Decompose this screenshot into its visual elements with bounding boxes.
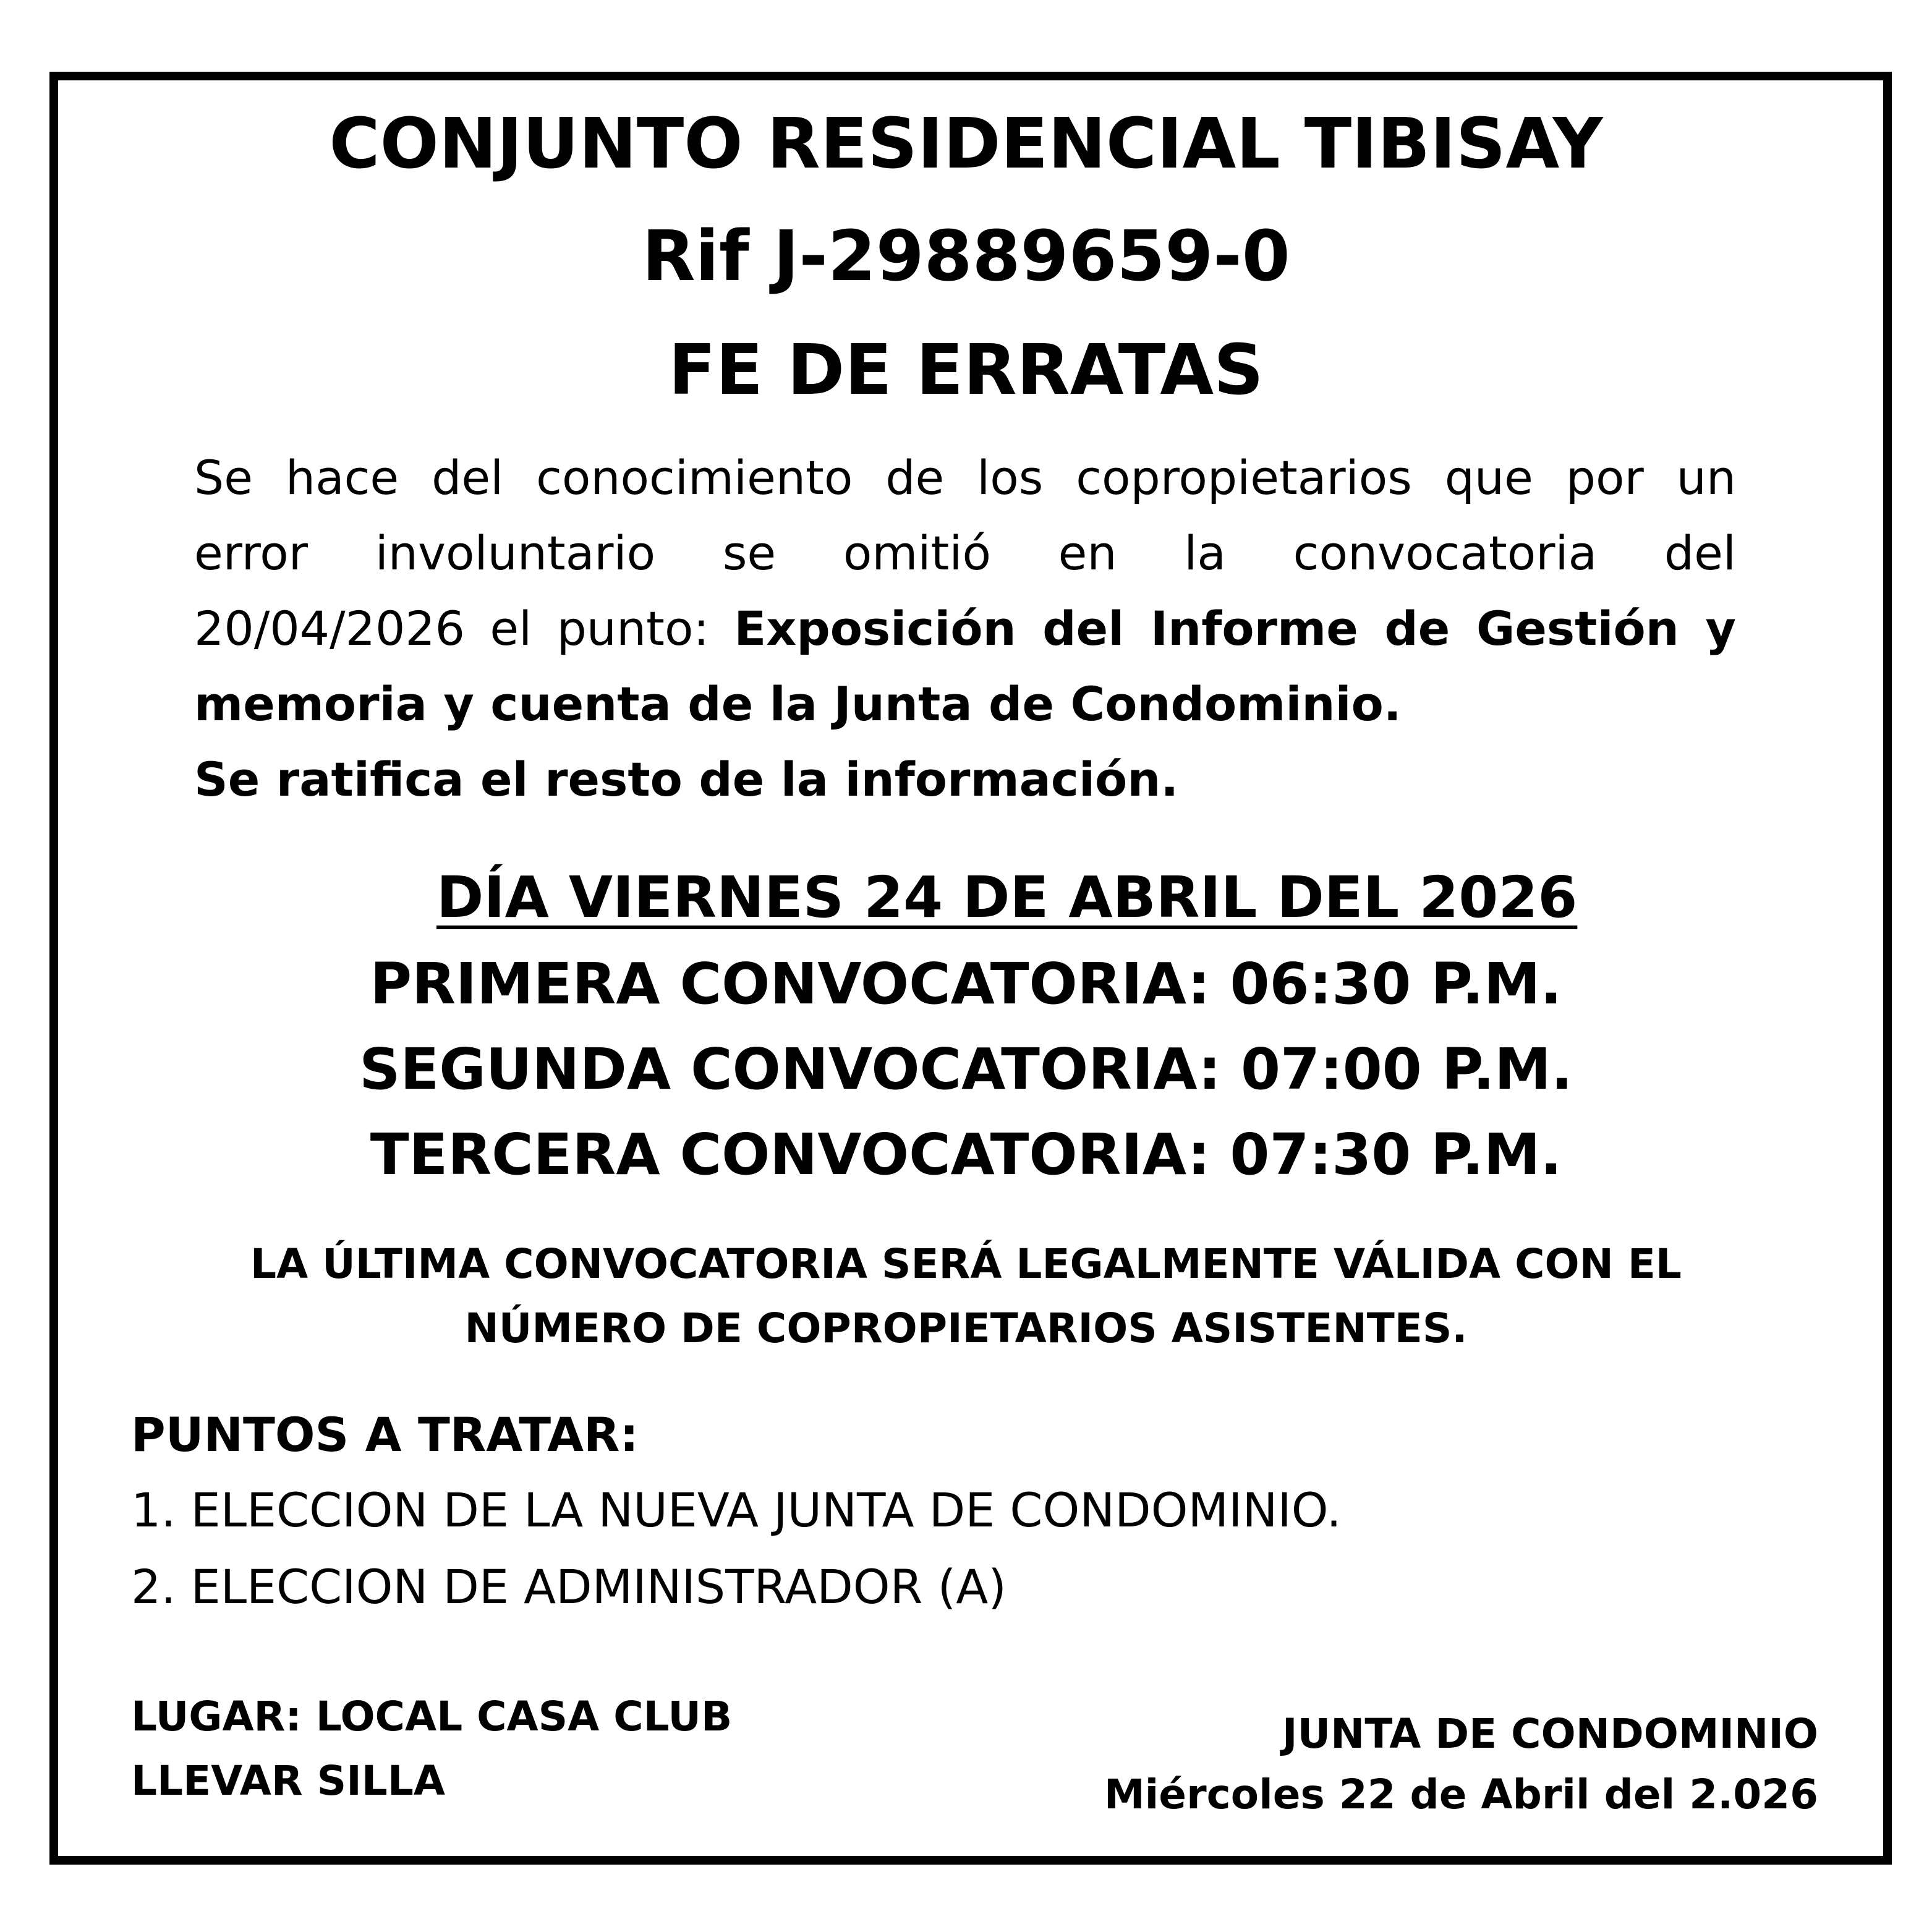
signature-date: Miércoles 22 de Abril del 2.026 xyxy=(1104,1771,1818,1818)
paragraph-text: 20/04/2026 el punto: xyxy=(194,601,734,656)
rif-number: Rif J-29889659-0 xyxy=(642,216,1290,297)
second-call: SEGUNDA CONVOCATORIA: 07:00 P.M. xyxy=(359,1036,1573,1102)
paragraph-line: error involuntario se omitió en la convocatoria del xyxy=(194,526,1736,581)
agenda-item: 2. ELECCION DE ADMINISTRADOR (A) xyxy=(131,1559,1006,1614)
meeting-date xyxy=(436,864,1577,930)
validity-notice-line: LA ÚLTIMA CONVOCATORIA SERÁ LEGALMENTE VÁLIDA CON EL xyxy=(250,1240,1682,1288)
meeting-date-text: DÍA VIERNES 24 DE ABRIL DEL 2026 xyxy=(436,864,1578,930)
page-title: CONJUNTO RESIDENCIAL TIBISAY xyxy=(329,104,1603,184)
paragraph-line: Se hace del conocimiento de los copropietarios que por un xyxy=(194,450,1736,505)
document-subtitle: FE DE ERRATAS xyxy=(668,330,1264,411)
validity-notice-line: NÚMERO DE COPROPIETARIOS ASISTENTES. xyxy=(464,1304,1468,1352)
agenda-heading: PUNTOS A TRATAR: xyxy=(131,1407,639,1462)
ratification-note: Se ratifica el resto de la información. xyxy=(194,752,1179,807)
meeting-place: LUGAR: LOCAL CASA CLUB xyxy=(131,1693,733,1740)
agenda-item: 1. ELECCION DE LA NUEVA JUNTA DE CONDOMINIO. xyxy=(131,1483,1342,1538)
erratum-paragraph xyxy=(194,440,1736,817)
paragraph-line xyxy=(194,591,1736,666)
bring-chair-note: LLEVAR SILLA xyxy=(131,1757,445,1805)
first-call: PRIMERA CONVOCATORIA: 06:30 P.M. xyxy=(370,951,1562,1017)
omitted-point-continued: memoria y cuenta de la Junta de Condominio. xyxy=(194,676,1402,731)
third-call: TERCERA CONVOCATORIA: 07:30 P.M. xyxy=(370,1121,1562,1188)
signature-board: JUNTA DE CONDOMINIO xyxy=(1282,1710,1818,1758)
omitted-point: Exposición del Informe de Gestión y xyxy=(734,601,1736,656)
